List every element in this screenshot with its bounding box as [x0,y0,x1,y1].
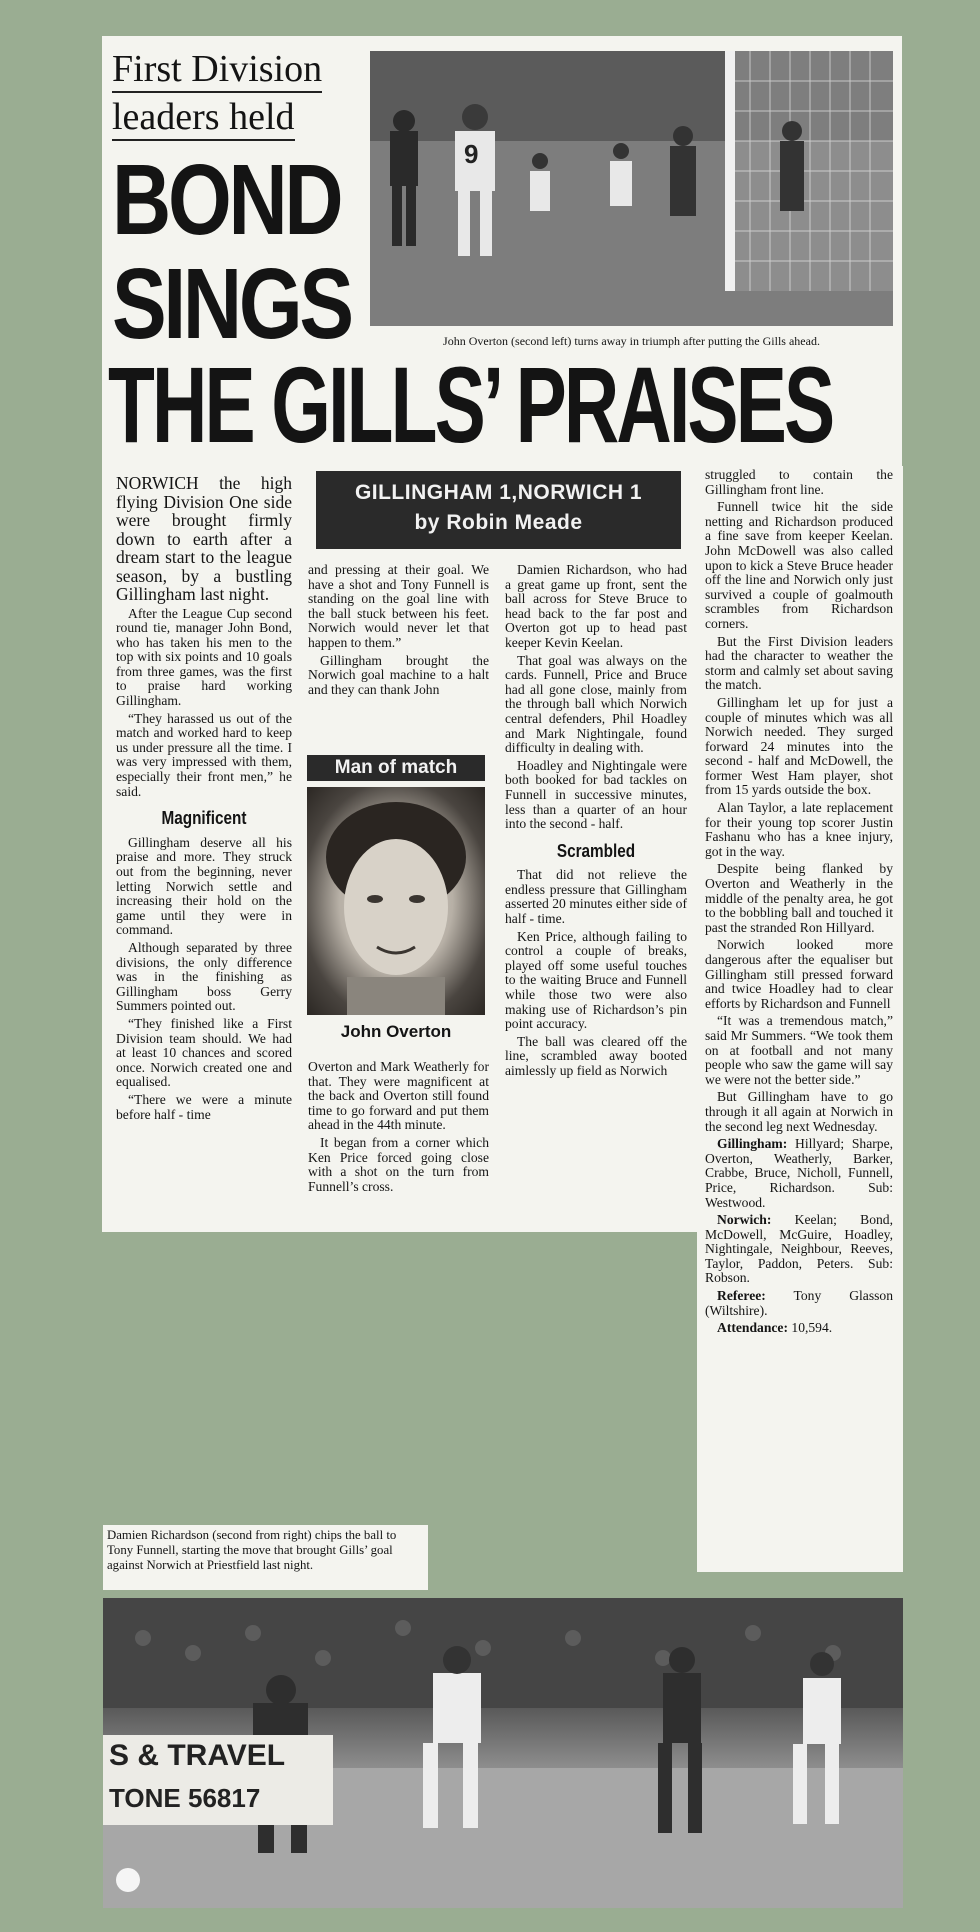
board-text-line-1: S & TRAVEL [109,1739,286,1772]
man-of-match-heading: Man of match [307,755,485,781]
paragraph: Damien Richardson, who had a great game up front, sent the ball across for Steve Bruce to head back to the far post and Overton got up to head past keeper Kevin Keelan. [505,562,687,650]
paragraph: “It was a tremendous match,” said Mr Summers. “We took them on at football and not many people who saw the game will say we were not the better side.” [705,1013,893,1087]
attendance-value: 10,594. [791,1320,833,1336]
team-line-norwich [705,1213,893,1286]
paragraph: After the League Cup second round tie, manager John Bond, who has taken his men to the top with six points and 10 goals from three games, was the first to praise hard working Gillingham. [116,605,292,709]
paragraph: The ball was cleared off the line, scrambled away booted aimlessly up field as Norwich [505,1033,687,1078]
goalmouth-scene-image [370,51,893,326]
team-label: Norwich: [717,1212,772,1228]
headline-line-1: BOND [112,144,341,256]
player-portrait-image [307,787,485,1015]
paragraph: Alan Taylor, a late replacement for their young top scorer Justin Fashanu who has a knee injury, got in the way. [705,800,893,859]
article-column-1 [116,474,292,1125]
paragraph: and pressing at their goal. We have a shot and Tony Funnell is standing on the goal line with the ball stuck between his feet. Norwich would never let that happen to them.” [308,562,489,650]
attendance-line [705,1321,893,1336]
paragraph: Norwich looked more dangerous after the equaliser but Gillingham still pressed forward and twice Hoadley had to clear efforts by Richardson and Funnell [705,937,893,1011]
paragraph: Gillingham let up for just a couple of minutes which was all Norwich needed. They surged forward 24 minutes into the second - half and McDowell, the former West Ham player, shot from 15 yards outside the box. [705,694,893,798]
photo-caption-bottom: Damien Richardson (second from right) chips the ball to Tony Funnell, starting the move that brought Gills’ goal against Norwich at Priestfield last night. [103,1525,428,1590]
paragraph: But the First Division leaders had the character to weather the storm and calmly set about saving the match. [705,633,893,693]
paragraph: Despite being flanked by Overton and Weatherly in the middle of the penalty area, he got to the bobbling ball and touched it past the stranded Ron Hillyard. [705,861,893,935]
byline: by Robin Meade [414,511,583,534]
referee-line [705,1289,893,1318]
shirt-number: 9 [464,139,479,169]
paragraph: “They finished like a First Division team should. We had at least 10 chances and scored once. Norwich created one and equalised. [116,1015,292,1090]
paragraph: Overton and Mark Weatherly for that. They were magnificent at the back and Overton still found time to go forward and put them ahead in the 44th minute. [308,1059,489,1133]
headline-line-3: THE GILLS’ PRAISES [108,344,833,465]
team-label: Gillingham: [717,1136,788,1152]
article-column-2-top [308,563,489,700]
paragraph: That did not relieve the endless pressure that Gillingham asserted 20 minutes either side of half - time. [505,867,687,927]
advertising-board [103,1735,333,1825]
paragraph: Gillingham brought the Norwich goal machine to a halt and they can thank John [308,652,489,697]
score-line: GILLINGHAM 1,NORWICH 1 [354,481,643,504]
article-column-4 [705,468,893,1339]
subheading-scrambled: Scrambled [556,840,636,861]
paragraph: It began from a corner which Ken Price forced going close with a shot on the turn from Funnell’s cross. [308,1134,489,1194]
paragraph: struggled to contain the Gillingham front line. [705,467,893,497]
paragraph: Hoadley and Nightingale were both booked for bad tackles on Funnell in successive minutes, less than a quarter of an hour into the second - half. [505,757,687,832]
headline-line-2: SINGS [112,248,351,360]
paragraph: That goal was always on the cards. Funnell, Price and Bruce had all gone close, mainly from the through ball which Norwich central defenders, Phil Hoadley and Mark Nightingale, found difficulty in dealing with. [505,652,687,756]
article-column-2-bottom [308,1060,489,1197]
board-text-line-2: TONE 56817 [109,1783,261,1813]
kicker-line-1: First Division [112,47,322,93]
man-of-match-name: John Overton [340,1022,452,1041]
paragraph: But Gillingham have to go through it all again at Norwich in the second leg next Wednesday. [705,1089,893,1134]
referee-label: Referee: [717,1288,766,1304]
paragraph: Gillingham deserve all his praise and more. They struck out from the beginning, never letting Norwich settle and increasing their hold on the game until they were in command. [116,834,292,938]
attendance-label: Attendance: [717,1320,788,1336]
paragraph: “They harassed us out of the match and worked hard to keep us under pressure all the time. I was very impressed with them, especially their front men,” he said. [116,710,292,799]
referee-name: Tony Glasson (Wiltshire). [705,1288,893,1318]
lead-paragraph: NORWICH the high flying Division One side were brought firmly down to earth after a dream start to the league season, by a bustling Gillingham last night. [116,473,292,604]
team-list: Keelan; Bond, McDowell, McGuire, Hoadley, Nightingale, Neighbour, Reeves, Taylor, Paddon, Peters. Sub: Robson. [705,1212,893,1286]
kicker-line-2: leaders held [112,95,295,141]
paragraph: “There we were a minute before half - time [116,1091,292,1122]
paragraph: Although separated by three divisions, the only difference was in the finishing as Gillingham boss Gerry Summers pointed out. [116,939,292,1014]
kicker-headline [112,47,362,141]
photo-caption-top: John Overton (second left) turns away in triumph after putting the Gills ahead. [443,334,820,348]
paragraph: Funnell twice hit the side netting and Richardson produced a fine save from keeper Keelan. John McDowell was also called upon to kick a Steve Bruce header off the line and Norwich only just survived a couple of goalmouth scrambles from Richardson corners. [705,499,893,631]
score-box [316,471,681,549]
team-list: Hillyard; Sharpe, Overton, Weatherly, Barker, Crabbe, Bruce, Nicholl, Funnell, Price, Richardson. Sub: Westwood. [705,1136,893,1210]
team-line-gillingham [705,1137,893,1210]
match-photo-top [370,51,893,326]
paragraph: Ken Price, although failing to control a couple of breaks, played off some useful touches to the waiting Bruce and Funnell while those two were also making use of Richardson’s pin point accuracy. [505,928,687,1032]
subheading-magnificent: Magnificent [161,808,247,829]
headline-bond-sings [112,144,351,360]
article-column-3 [505,563,687,1082]
